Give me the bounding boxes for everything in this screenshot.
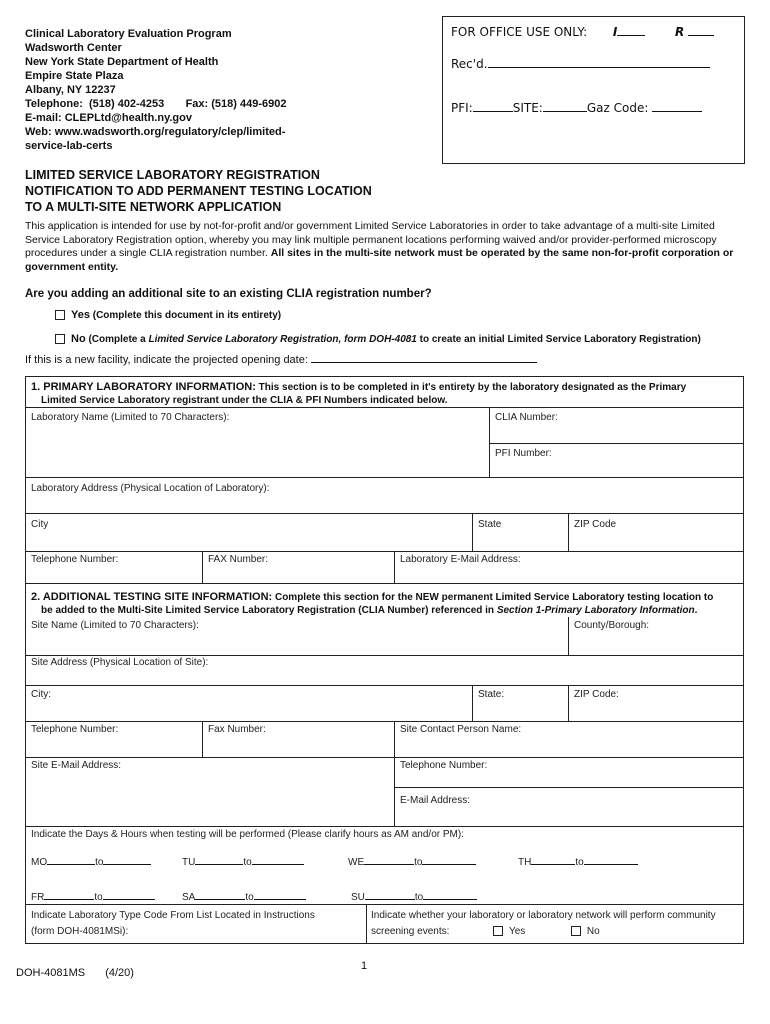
section2-text: be added to the Multi-Site Limited Service Laboratory Registration (CLIA Number) referenced in	[41, 605, 497, 616]
screening-label-end: screening events:	[371, 926, 450, 937]
screening-no-checkbox[interactable]	[571, 926, 581, 936]
no-option	[55, 333, 701, 345]
site-name-field[interactable]: Site Name (Limited to 70 Characters):	[31, 620, 199, 631]
yes-option	[55, 309, 281, 321]
no-note-form: Limited Service Laboratory Registration, form DOH-4081	[148, 334, 417, 345]
section2-heading: 2. ADDITIONAL TESTING SITE INFORMATION:	[31, 591, 273, 603]
phone-field[interactable]: Telephone Number:	[31, 554, 119, 565]
day-mo[interactable]: MO to	[31, 854, 151, 868]
lab-email-field[interactable]: Laboratory E-Mail Address:	[400, 554, 521, 565]
site-address-field[interactable]: Site Address (Physical Location of Site):	[31, 657, 209, 668]
days-hours-label: Indicate the Days & Hours when testing will be performed (Please clarify hours as AM and/or PM):	[31, 829, 464, 840]
office-i-field[interactable]	[617, 23, 645, 36]
header-line: Web: www.wadsworth.org/regulatory/clep/limited-	[25, 126, 286, 138]
new-facility-line	[25, 350, 537, 366]
no-label: No	[71, 333, 86, 345]
office-title: FOR OFFICE USE ONLY:	[451, 25, 588, 39]
header-line: Albany, NY 12237	[25, 84, 116, 96]
section2-header	[31, 591, 736, 617]
no-note-end: to create an initial Limited Service Laboratory Registration)	[416, 334, 701, 345]
lab-address-field[interactable]: Laboratory Address (Physical Location of Laboratory):	[31, 483, 270, 494]
header-line: E-mail: CLEPLtd@health.ny.gov	[25, 112, 192, 124]
program-header	[25, 27, 286, 153]
intro-bold-text: All sites in the multi-site network must be operated by the same non-for-profit corporation or government entity.	[25, 247, 734, 273]
type-code-label: Indicate Laboratory Type Code From List Located in Instructions	[31, 910, 315, 921]
header-line: Telephone: (518) 402-4253 Fax: (518) 449-6902	[25, 98, 287, 110]
yes-checkbox[interactable]	[55, 310, 65, 320]
state-field[interactable]: State	[478, 519, 502, 530]
office-r-field[interactable]	[688, 23, 714, 36]
title-line: NOTIFICATION TO ADD PERMANENT TESTING LOCATION	[25, 184, 372, 198]
office-r-label: R	[674, 25, 685, 39]
zip-field[interactable]: ZIP Code	[574, 519, 617, 530]
contact-email-field[interactable]: E-Mail Address:	[400, 795, 471, 806]
site-phone-field[interactable]: Telephone Number:	[31, 724, 119, 735]
gaz-field[interactable]	[652, 99, 702, 112]
section2-ref: Section 1-Primary Laboratory Information	[496, 605, 695, 616]
form-title	[25, 167, 372, 215]
new-facility-label: If this is a new facility, indicate the projected opening date:	[25, 354, 308, 366]
recd-field[interactable]	[488, 55, 710, 68]
form-date: (4/20)	[105, 967, 134, 979]
site-label: SITE:	[512, 101, 543, 115]
pfi-label: PFI:	[451, 101, 473, 115]
section1-text: Limited Service Laboratory registrant under the CLIA & PFI Numbers indicated below.	[41, 395, 448, 406]
section1-text: This section is to be completed in it's entirety by the laboratory designated as the Primary	[255, 382, 687, 393]
screening-no-label: No	[586, 926, 600, 937]
day-sa[interactable]: SA to	[182, 889, 306, 903]
header-line: Wadsworth Center	[25, 42, 122, 54]
screening-question	[371, 908, 716, 940]
header-line: service-lab-certs	[25, 140, 113, 152]
day-we[interactable]: WE to	[348, 854, 476, 868]
fax-field[interactable]: FAX Number:	[208, 554, 269, 565]
pfi-number-field[interactable]: PFI Number:	[495, 448, 552, 459]
site-field[interactable]	[543, 99, 587, 112]
no-note: (Complete a	[88, 334, 149, 345]
section1-heading: 1. PRIMARY LABORATORY INFORMATION:	[31, 381, 256, 393]
site-city-field[interactable]: City:	[31, 689, 51, 700]
opening-date-field[interactable]	[311, 350, 537, 363]
day-fr[interactable]: FR to	[31, 889, 155, 903]
recd-label: Rec'd.	[451, 57, 488, 71]
day-tu[interactable]: TU to	[182, 854, 304, 868]
question-text: Are you adding an additional site to an existing CLIA registration number?	[25, 288, 432, 300]
gaz-label: Gaz Code:	[586, 101, 649, 115]
header-line: Clinical Laboratory Evaluation Program	[25, 28, 232, 40]
title-line: LIMITED SERVICE LABORATORY REGISTRATION	[25, 168, 320, 182]
yes-note: (Complete this document in its entirety)	[92, 310, 282, 321]
header-line: Empire State Plaza	[25, 70, 124, 82]
site-zip-field[interactable]: ZIP Code:	[574, 689, 619, 700]
form-grid	[25, 376, 744, 944]
section1-header	[31, 381, 736, 407]
page-number: 1	[361, 960, 368, 972]
yes-label: Yes	[71, 309, 90, 321]
section2-text: Complete this section for the NEW permanent Limited Service Laboratory testing location to	[272, 592, 714, 603]
office-use-box	[442, 16, 745, 164]
pfi-field[interactable]	[473, 99, 513, 112]
site-email-field[interactable]: Site E-Mail Address:	[31, 760, 122, 771]
contact-phone-field[interactable]: Telephone Number:	[400, 760, 488, 771]
clia-number-field[interactable]: CLIA Number:	[495, 412, 558, 423]
screening-label: Indicate whether your laboratory or laboratory network will perform community	[371, 910, 716, 921]
intro-text: This application is intended for use by not-for-profit and/or government Limited Service Laboratories in order to take advantage of a multi-site Limited Service Laboratory Registration option, whereby you may link multiple permanent locations performing waived and/or provider-performed microscopy procedures under a single CLIA registration number.	[25, 220, 717, 259]
form-id: DOH-4081MS	[16, 967, 86, 979]
section2-text-end: .	[694, 605, 698, 616]
header-line: New York State Department of Health	[25, 56, 219, 68]
screening-yes-label: Yes	[508, 926, 526, 937]
screening-yes-checkbox[interactable]	[493, 926, 503, 936]
lab-name-field[interactable]: Laboratory Name (Limited to 70 Characters):	[31, 412, 230, 423]
type-code-field[interactable]	[31, 908, 315, 940]
site-fax-field[interactable]: Fax Number:	[208, 724, 266, 735]
office-i-label: I	[612, 25, 618, 39]
county-field[interactable]: County/Borough:	[574, 620, 650, 631]
site-state-field[interactable]: State:	[478, 689, 505, 700]
city-field[interactable]: City	[31, 519, 49, 530]
day-su[interactable]: SU to	[351, 889, 477, 903]
day-th[interactable]: TH to	[518, 854, 638, 868]
title-line: TO A MULTI-SITE NETWORK APPLICATION	[25, 200, 282, 214]
intro-paragraph	[25, 220, 747, 274]
type-code-form: (form DOH-4081MSi):	[31, 926, 129, 937]
form-number	[16, 967, 134, 979]
no-checkbox[interactable]	[55, 334, 65, 344]
contact-name-field[interactable]: Site Contact Person Name:	[400, 724, 522, 735]
